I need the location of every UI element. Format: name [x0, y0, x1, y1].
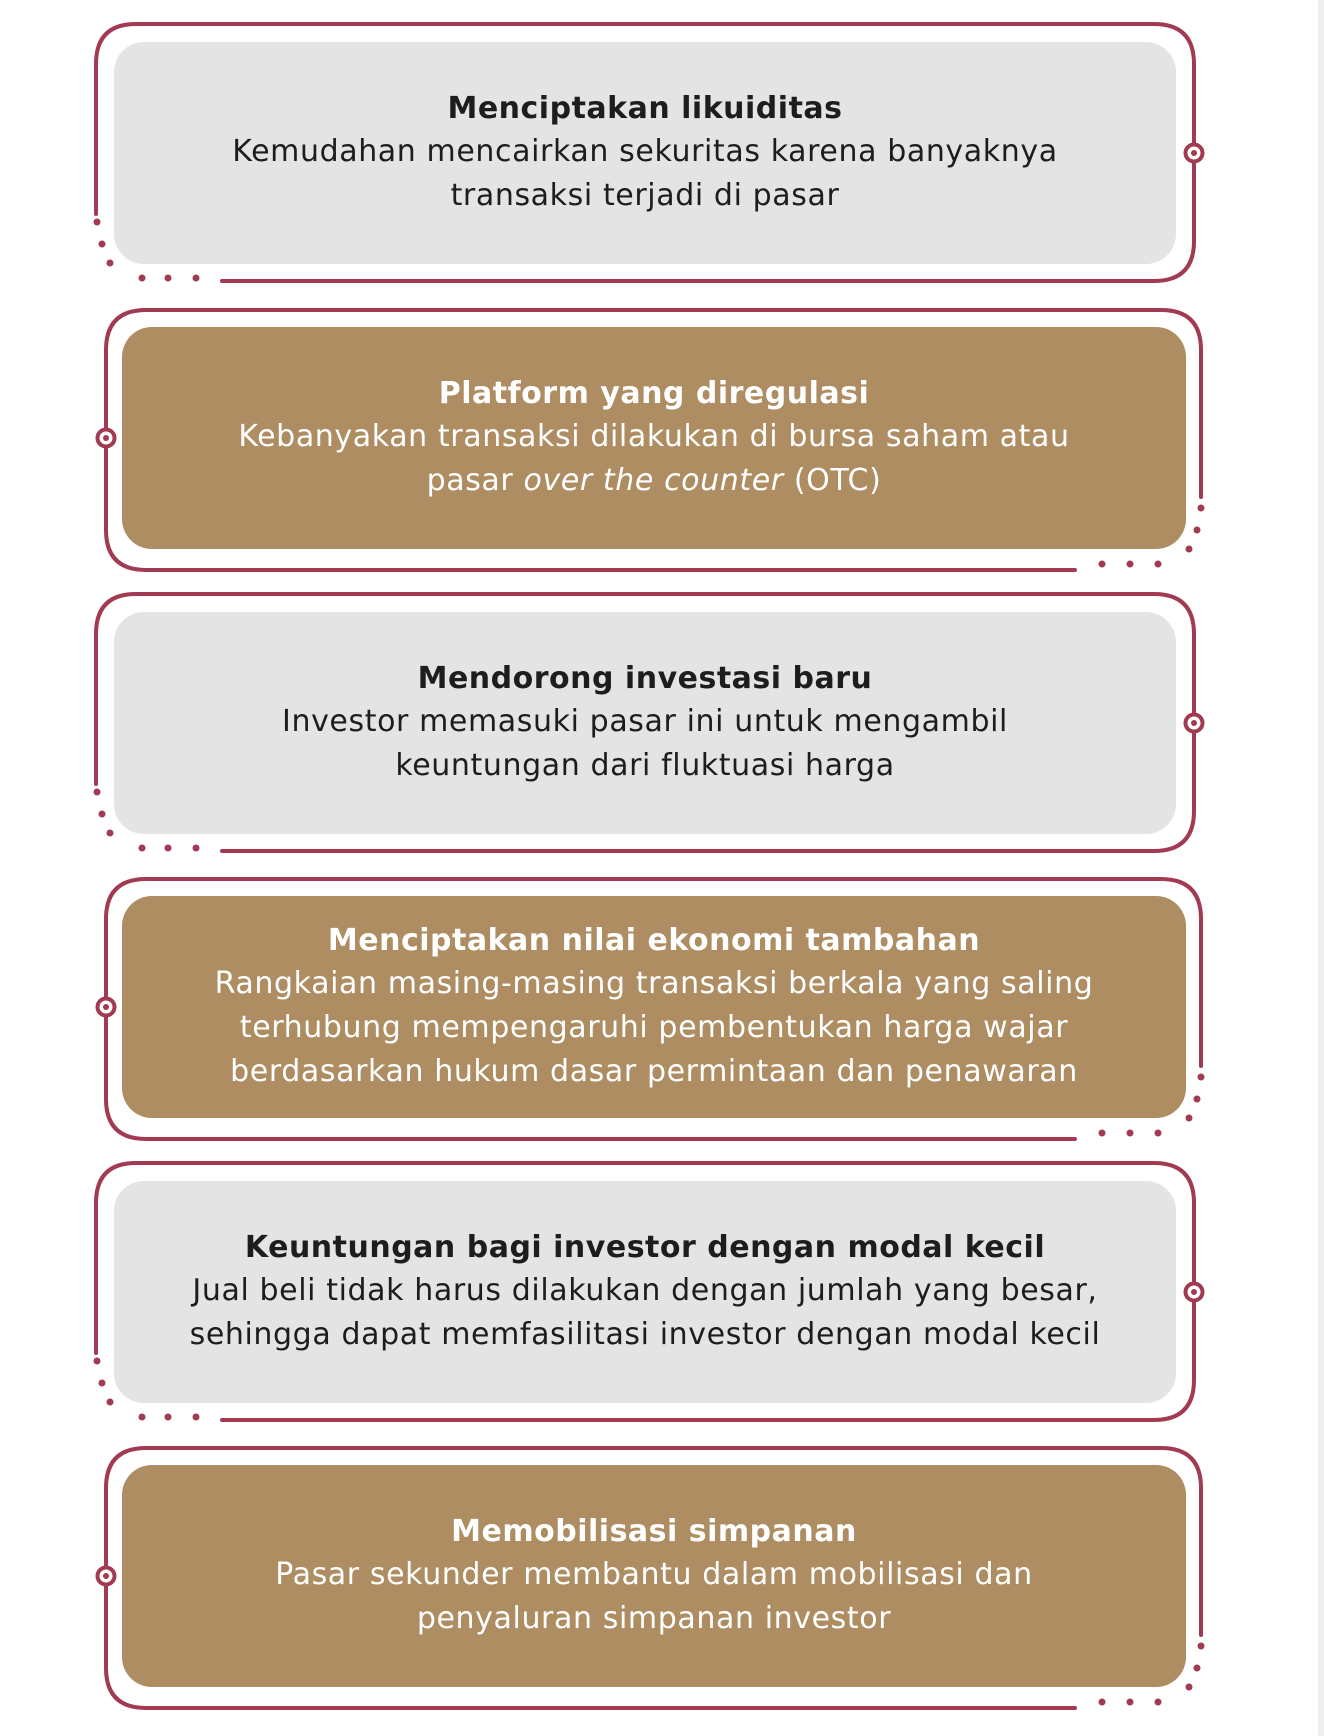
frame-trail-dot — [1186, 1684, 1193, 1691]
frame-trail-dot — [1155, 561, 1162, 568]
frame-trail-dot — [165, 275, 172, 282]
frame-trail-dot — [1127, 561, 1134, 568]
card-description-text: Rangkaian masing-masing transaksi berkala yang saling — [214, 966, 1094, 1001]
card-description-line — [282, 700, 1008, 744]
feature-card — [114, 612, 1176, 834]
frame-trail-dot — [165, 1414, 172, 1421]
frame-connector-dot — [103, 1573, 109, 1579]
card-description-line — [190, 1313, 1101, 1357]
card-description-text: transaksi terjadi di pasar — [450, 178, 840, 213]
card-description-text: (OTC) — [783, 463, 882, 498]
frame-trail-dot — [1198, 505, 1205, 512]
frame-connector-dot — [103, 435, 109, 441]
card-description-text: pasar — [426, 463, 524, 498]
frame-trail-dot — [1186, 546, 1193, 553]
frame-trail-dot — [1127, 1699, 1134, 1706]
card-description-line — [275, 1553, 1033, 1597]
frame-trail-dot — [94, 219, 101, 226]
frame-trail-dot — [139, 845, 146, 852]
frame-trail-dot — [1099, 561, 1106, 568]
frame-trail-dot — [99, 1380, 106, 1387]
card-description-text: penyaluran simpanan investor — [416, 1601, 892, 1636]
frame-connector-dot — [1191, 1289, 1197, 1295]
card-title: Menciptakan likuiditas — [447, 91, 843, 126]
card-description-line — [395, 744, 894, 788]
frame-trail-dot — [1194, 527, 1201, 534]
feature-card — [122, 1465, 1186, 1687]
frame-trail-dot — [193, 275, 200, 282]
frame-trail-dot — [193, 845, 200, 852]
card-description-line — [215, 962, 1094, 1006]
frame-trail-dot — [107, 1399, 114, 1406]
card-description-line — [232, 130, 1057, 174]
frame-trail-dot — [107, 830, 114, 837]
card-description-text: Investor memasuki pasar ini untuk mengambil — [282, 704, 1008, 739]
frame-trail-dot — [94, 789, 101, 796]
feature-card — [114, 1181, 1176, 1403]
card-description-line — [451, 174, 840, 218]
card-description-line — [238, 415, 1069, 459]
feature-card — [114, 42, 1176, 264]
card-description-text: Kebanyakan transaksi dilakukan di bursa saham atau — [238, 419, 1070, 454]
card-title: Keuntungan bagi investor dengan modal kecil — [244, 1230, 1046, 1265]
feature-card — [122, 896, 1186, 1118]
card-description-line — [427, 459, 882, 503]
card-description-text: Kemudahan mencairkan sekuritas karena banyaknya — [232, 134, 1058, 169]
frame-trail-dot — [1155, 1699, 1162, 1706]
card-description-line — [417, 1597, 891, 1641]
frame-connector-dot — [1191, 720, 1197, 726]
frame-trail-dot — [1186, 1115, 1193, 1122]
card-title: Mendorong investasi baru — [417, 661, 873, 696]
card-description-text: Jual beli tidak harus dilakukan dengan jumlah yang besar, — [192, 1273, 1098, 1308]
frame-trail-dot — [1194, 1096, 1201, 1103]
frame-trail-dot — [1099, 1699, 1106, 1706]
frame-trail-dot — [99, 241, 106, 248]
frame-trail-dot — [99, 811, 106, 818]
card-description-text: keuntungan dari fluktuasi harga — [395, 748, 895, 783]
card-description-text: berdasarkan hukum dasar permintaan dan penawaran — [230, 1054, 1078, 1089]
card-title: Menciptakan nilai ekonomi tambahan — [327, 923, 981, 958]
frame-trail-dot — [1198, 1643, 1205, 1650]
card-description-line — [240, 1006, 1068, 1050]
frame-trail-dot — [1198, 1074, 1205, 1081]
frame-trail-dot — [94, 1358, 101, 1365]
frame-connector-dot — [1191, 150, 1197, 156]
card-description-text: terhubung mempengaruhi pembentukan harga wajar — [239, 1010, 1069, 1045]
frame-trail-dot — [165, 845, 172, 852]
frame-trail-dot — [139, 1414, 146, 1421]
frame-connector-dot — [103, 1004, 109, 1010]
card-title: Platform yang diregulasi — [438, 376, 870, 411]
frame-trail-dot — [1155, 1130, 1162, 1137]
frame-trail-dot — [107, 260, 114, 267]
frame-trail-dot — [1127, 1130, 1134, 1137]
card-description-italic: over the counter — [523, 463, 784, 498]
card-title: Memobilisasi simpanan — [451, 1514, 857, 1549]
feature-card — [122, 327, 1186, 549]
frame-trail-dot — [193, 1414, 200, 1421]
frame-trail-dot — [139, 275, 146, 282]
card-description-text: sehingga dapat memfasilitasi investor dengan modal kecil — [189, 1317, 1101, 1352]
frame-trail-dot — [1194, 1665, 1201, 1672]
card-description-text: Pasar sekunder membantu dalam mobilisasi dan — [275, 1557, 1033, 1592]
card-description-line — [230, 1050, 1078, 1094]
frame-trail-dot — [1099, 1130, 1106, 1137]
card-description-line — [192, 1269, 1097, 1313]
